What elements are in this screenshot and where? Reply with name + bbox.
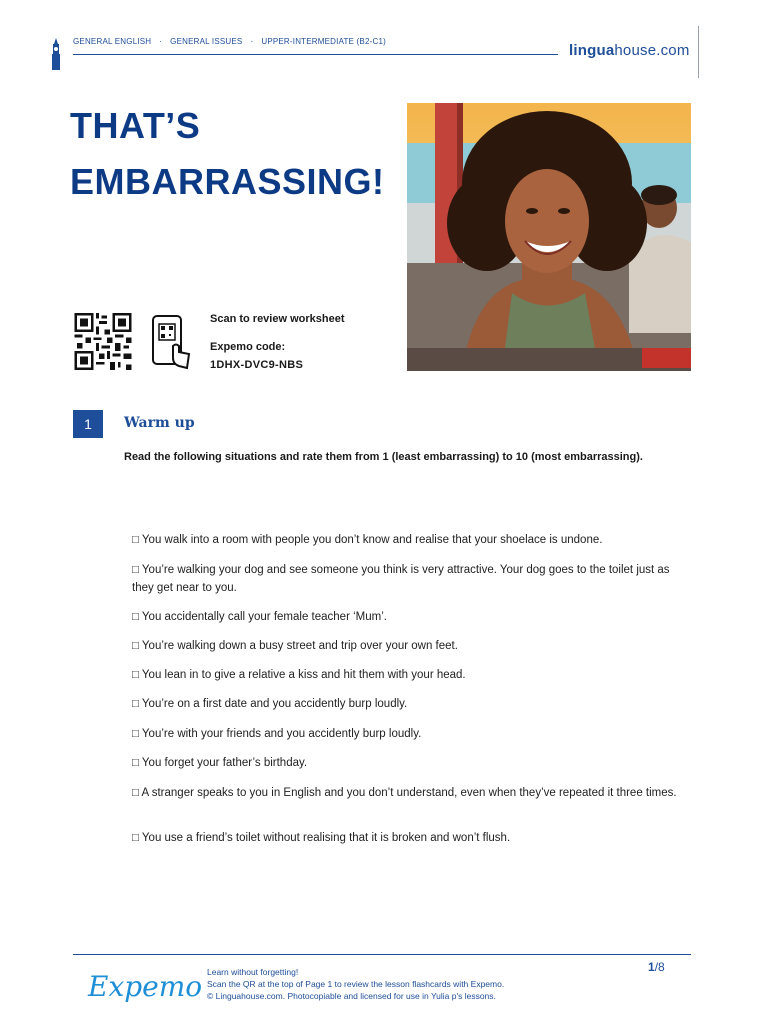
footer-scan-note: Scan the QR at the top of Page 1 to review the lesson flashcards with Expemo. (207, 979, 505, 989)
title-line-2: EMBARRASSING! (70, 161, 385, 202)
footer-copyright: © Linguahouse.com. Photocopiable and licensed for use in Yulia p's lessons. (207, 991, 496, 1001)
expemo-logo-text: Expemo (88, 970, 203, 1003)
breadcrumb-separator: · (250, 37, 254, 46)
header-divider (73, 54, 558, 55)
big-ben-icon (50, 38, 62, 70)
page-total: /8 (654, 960, 665, 974)
scan-label: Scan to review worksheet (210, 313, 345, 325)
breadcrumb-level[interactable]: UPPER-INTERMEDIATE (B2-C1) (261, 37, 386, 46)
breadcrumb-separator: · (159, 37, 163, 46)
section-title: Warm up (124, 415, 195, 431)
expemo-logo[interactable] (88, 968, 203, 1008)
phone-scan-icon (151, 314, 191, 372)
situation-item[interactable]: □ A stranger speaks to you in English and you don’t understand, even when they’ve repeated it three times. (132, 787, 677, 799)
title-line-1: THAT’S (70, 105, 201, 146)
situation-item[interactable]: □ You walk into a room with people you don’t know and realise that your shoelace is undone. (132, 534, 603, 546)
expemo-code: 1DHX-DVC9-NBS (210, 359, 304, 371)
page-number (648, 960, 665, 974)
section-number-badge: 1 (73, 410, 103, 438)
situation-item[interactable]: □ You’re walking down a busy street and trip over your own feet. (132, 640, 458, 652)
linguahouse-logo[interactable] (569, 42, 690, 59)
header-vertical-divider (698, 26, 699, 78)
breadcrumb-course[interactable]: GENERAL ENGLISH (73, 37, 152, 46)
page-current: 1 (648, 960, 655, 974)
page-title (70, 98, 400, 210)
situation-item[interactable]: □ You accidentally call your female teacher ‘Mum’. (132, 611, 387, 623)
expemo-code-label: Expemo code: (210, 341, 286, 353)
footer-divider (73, 954, 691, 955)
situation-item[interactable]: □ You’re on a first date and you accidently burp loudly. (132, 698, 408, 710)
situation-item[interactable]: □ You forget your father’s birthday. (132, 757, 308, 769)
brand-rest: house.com (614, 42, 690, 59)
brand-bold: lingua (569, 42, 615, 59)
task-instruction: Read the following situations and rate them from 1 (least embarrassing) to 10 (most embarrassing). (124, 451, 643, 463)
smiling-woman-photo (407, 103, 691, 371)
breadcrumb (73, 37, 386, 46)
qr-code-icon[interactable] (73, 313, 133, 370)
situation-item[interactable]: □ You lean in to give a relative a kiss and hit them with your head. (132, 669, 466, 681)
situation-item[interactable]: □ You’re with your friends and you accidently burp loudly. (132, 728, 422, 740)
footer-tagline: Learn without forgetting! (207, 967, 299, 977)
footer-notice (207, 966, 504, 1002)
situation-item[interactable]: □ You use a friend’s toilet without realising that it is broken and won’t flush. (132, 832, 511, 844)
breadcrumb-topic[interactable]: GENERAL ISSUES (170, 37, 243, 46)
situation-item[interactable]: □ You’re walking your dog and see someone you think is very attractive. Your dog goes to the toilet just as they get near to you. (132, 564, 670, 594)
